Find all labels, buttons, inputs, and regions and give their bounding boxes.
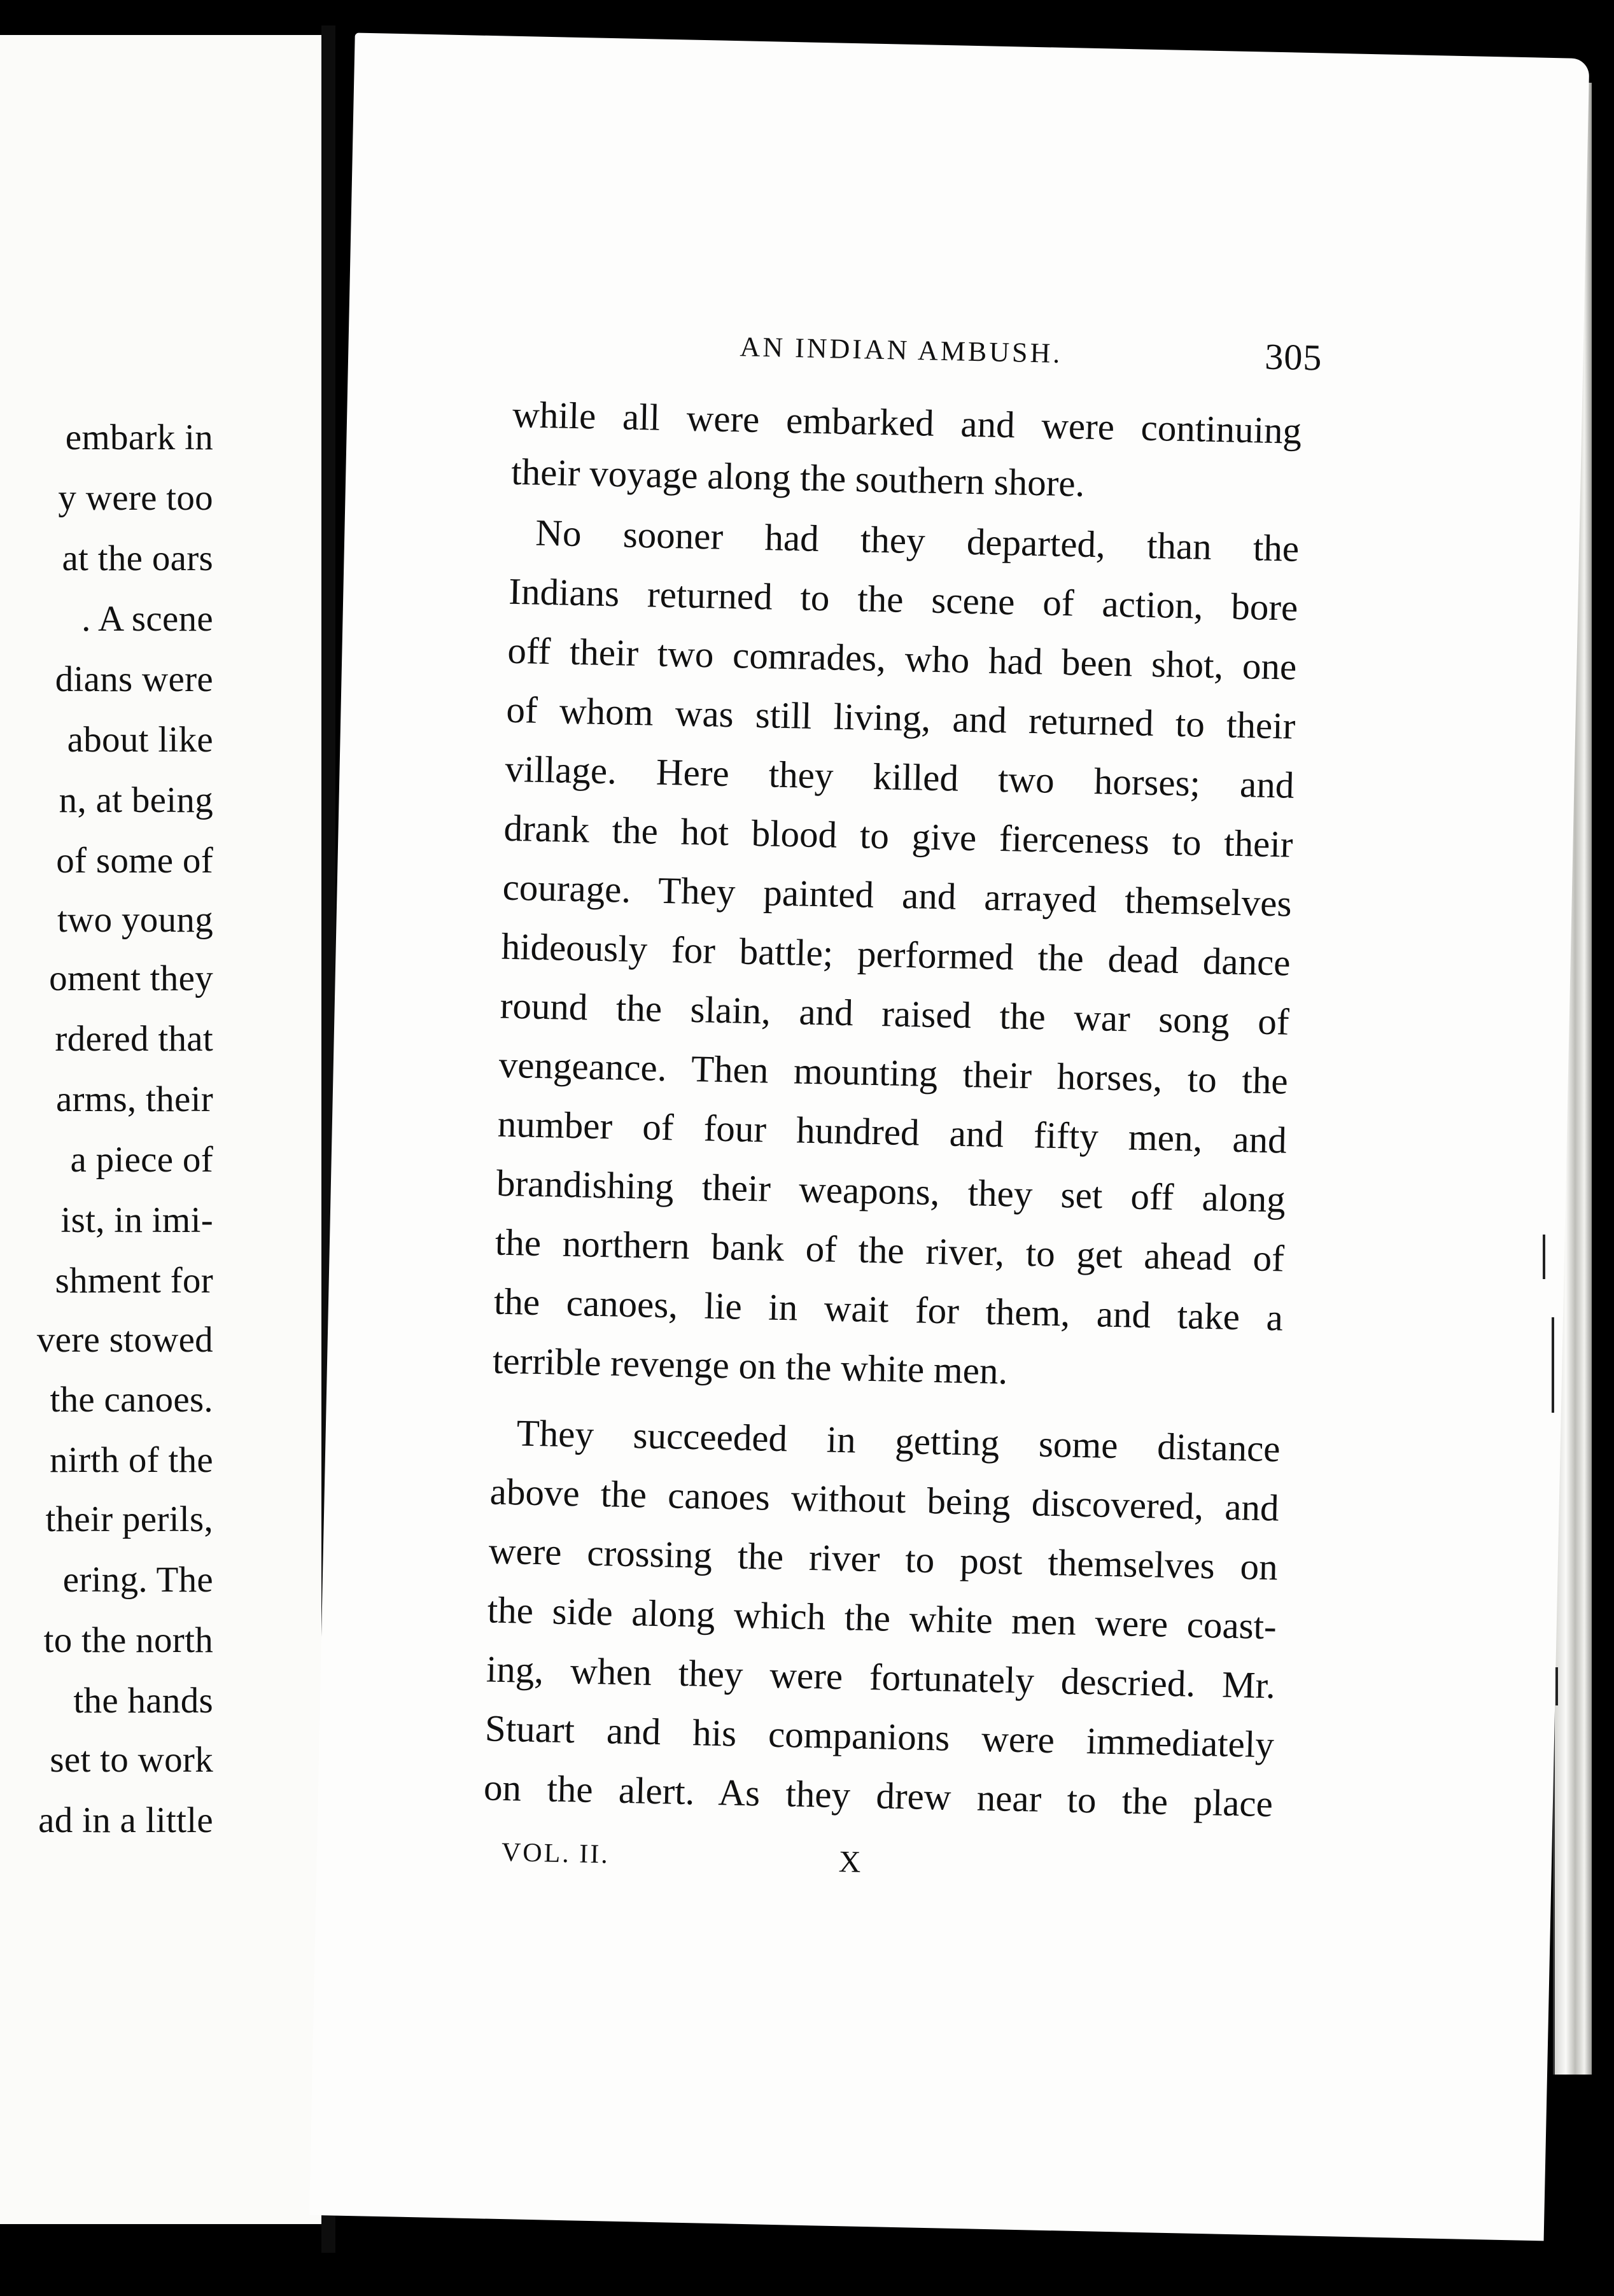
body-line: number of four hundred and fifty men, and	[497, 1102, 1288, 1161]
body-line: ing, when they were fortunately descried. Mr.	[486, 1648, 1276, 1707]
left-page-line: ist, in imi-	[60, 1200, 213, 1240]
volume-footer: VOL. II.	[501, 1837, 610, 1870]
body-line: were crossing the river to post themselves on	[488, 1529, 1279, 1588]
left-page-line: ering. The	[62, 1560, 213, 1600]
body-line: village. Here they killed two horses; and	[504, 747, 1295, 806]
body-line: while all were embarked and were continuing	[512, 393, 1302, 452]
left-page-fragment	[0, 35, 325, 2224]
left-page-line: embark in	[65, 417, 213, 458]
signature-mark: X	[838, 1845, 863, 1879]
scan-artifact	[1552, 1317, 1554, 1413]
left-page-line: shment for	[55, 1261, 213, 1301]
body-line: off their two comrades, who had been shot, one	[507, 629, 1297, 688]
body-line: hideously for battle; performed the dead dance	[501, 925, 1291, 984]
body-line: drank the hot blood to give fierceness to their	[503, 806, 1294, 865]
body-line: vengeance. Then mounting their horses, to the	[498, 1043, 1289, 1102]
left-page-line: their perils,	[45, 1499, 213, 1539]
left-page-line: ad in a little	[38, 1800, 213, 1840]
left-page-line: arms, their	[55, 1079, 213, 1119]
body-line: the side along which the white men were coast-	[487, 1588, 1277, 1648]
body-line: above the canoes without being discovered, and	[489, 1470, 1280, 1529]
body-line: Stuart and his companions were immediately	[484, 1707, 1275, 1766]
body-line: the canoes, lie in wait for them, and take a	[493, 1280, 1284, 1339]
body-line: They succeeded in getting some distance	[516, 1411, 1281, 1470]
body-line: terrible revenge on the white men.	[492, 1339, 1008, 1392]
left-page-line: about like	[67, 720, 213, 760]
left-page-line: at the oars	[62, 538, 213, 578]
left-page-line: two young	[57, 900, 213, 940]
body-line: courage. They painted and arrayed themselves	[502, 865, 1293, 925]
scan-artifact	[1555, 1667, 1558, 1705]
left-page-line: of some of	[56, 841, 213, 881]
left-page-line: rdered that	[55, 1019, 213, 1059]
scan-artifact	[1543, 1235, 1545, 1279]
page-number: 305	[1264, 335, 1323, 379]
body-line: Indians returned to the scene of action, bore	[508, 570, 1298, 629]
left-page-line: vere stowed	[36, 1320, 213, 1360]
body-line: No sooner had they departed, than the	[535, 511, 1300, 570]
body-line: the northern bank of the river, to get ahead of	[495, 1221, 1285, 1280]
body-line: on the alert. As they drew near to the place	[483, 1766, 1274, 1825]
left-page-line: the hands	[73, 1681, 213, 1721]
left-page-line: . A scene	[81, 599, 213, 639]
left-page-line: to the north	[43, 1620, 213, 1660]
left-page-line: oment they	[49, 958, 213, 998]
right-page	[309, 33, 1589, 2241]
left-page-line: y were too	[58, 478, 213, 518]
left-page-line: nirth of the	[50, 1440, 213, 1480]
left-page-line: a piece of	[70, 1140, 213, 1180]
body-line: round the slain, and raised the war song of	[500, 984, 1290, 1043]
left-page-line: n, at being	[59, 780, 213, 820]
left-page-line: the canoes.	[50, 1380, 213, 1420]
left-page-line: dians were	[55, 659, 213, 699]
body-line: brandishing their weapons, they set off along	[496, 1161, 1286, 1221]
left-page-line: set to work	[50, 1740, 213, 1780]
body-line: of whom was still living, and returned to their	[505, 688, 1296, 747]
running-title: AN INDIAN AMBUSH.	[740, 331, 1063, 369]
body-line: their voyage along the southern shore.	[510, 450, 1086, 505]
